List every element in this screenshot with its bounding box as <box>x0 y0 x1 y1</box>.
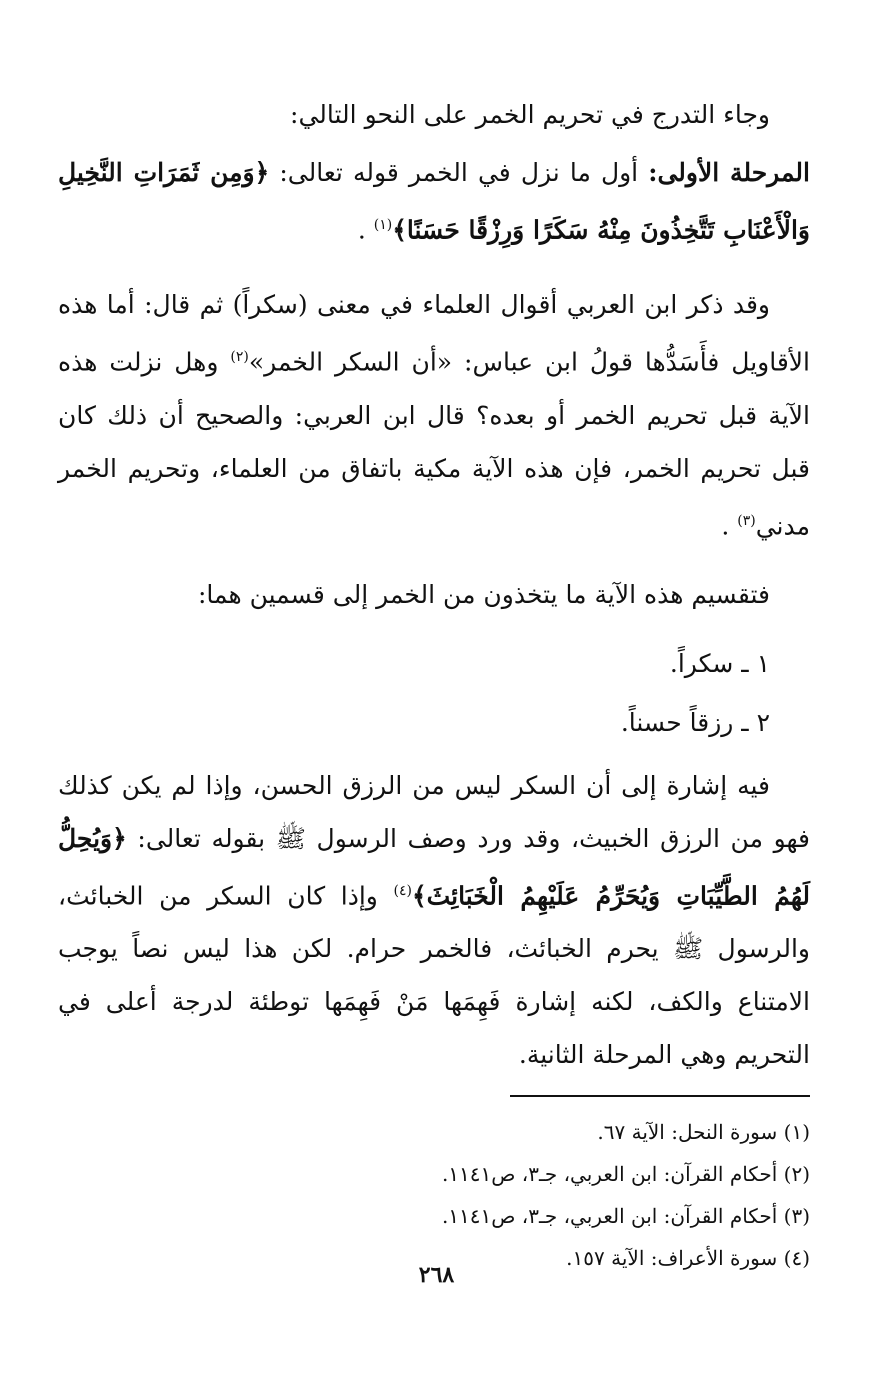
footnote-item: (٤) سورة الأعراف: الآية ١٥٧. <box>566 1246 810 1271</box>
hint-paragraph <box>58 759 810 1081</box>
footnote-ref-1: (١) <box>373 217 393 233</box>
footnote-ref-4: (٤) <box>393 882 412 899</box>
footnote-ref-2: (٢) <box>230 349 249 366</box>
ibn-arabi-text-2: وهل نزلت هذه الآية قبل تحريم الخمر أو بعده؟ قال ابن العربي: والصحيح أن ذلك كان قبل تحريم الخمر، فإن هذه الآية مكية باتفاق من العلماء، وتحريم الخمر مدني <box>58 347 810 540</box>
footnote-ref-3: (٣) <box>737 512 756 529</box>
page-body <box>58 88 810 1378</box>
footnote-item: (٣) أحكام القرآن: ابن العربي، جـ٣، ص١١٤١. <box>441 1204 810 1229</box>
footnote-item: (٢) أحكام القرآن: ابن العربي، جـ٣، ص١١٤١. <box>441 1162 810 1187</box>
footnote-item: (١) سورة النحل: الآية ٦٧. <box>597 1120 810 1145</box>
division-paragraph: فتقسيم هذه الآية ما يتخذون من الخمر إلى قسمين هما: <box>197 579 770 609</box>
ibn-arabi-text-1: وقد ذكر ابن العربي أقوال العلماء في معنى (سكراً) ثم قال: أما هذه الأقاويل فأَسَدُّها قولُ ابن عباس: «أن السكر الخمر» <box>58 290 811 377</box>
stage-one-text: أول ما نزل في الخمر قوله تعالى: <box>279 158 639 187</box>
quran-verse-nahl: ﴿وَمِن ثَمَرَاتِ النَّخِيلِ وَالْأَعْنَابِ تَتَّخِذُونَ مِنْهُ سَكَرًا وَرِزْقًا حَسَنًا﴾ <box>58 158 810 245</box>
ibn-arabi-end: . <box>721 510 730 540</box>
list-item: ١ ـ سكراً. <box>669 648 770 678</box>
stage-one-label: المرحلة الأولى: <box>648 158 810 187</box>
list-item: ٢ ـ رزقاً حسناً. <box>620 707 770 737</box>
intro-paragraph: وجاء التدرج في تحريم الخمر على النحو التالي: <box>290 100 770 129</box>
hint-text-1: فيه إشارة إلى أن السكر ليس من الرزق الحسن، وإذا لم يكن كذلك فهو من الرزق الخبيث، وقد ورد وصف الرسول ﷺ بقوله تعالى: <box>58 770 810 853</box>
ibn-arabi-paragraph <box>58 278 810 552</box>
hint-text-2: وإذا كان السكر من الخبائث، والرسول ﷺ يحرم الخبائث، فالخمر حرام. لكن هذا ليس نصاً يوجب الامتناع والكف، لكنه إشارة فَهِمَها مَنْ فَهِمَها توطئة لدرجة أعلى في التحريم وهي المرحلة الثانية. <box>58 881 810 1070</box>
footnote-divider <box>510 1095 810 1097</box>
stage-one-paragraph <box>58 146 810 256</box>
page-number: ٢٦٨ <box>418 1262 455 1288</box>
quran-verse-araf: ﴿وَيُحِلُّ لَهُمُ الطَّيِّبَاتِ وَيُحَرِّمُ عَلَيْهِمُ الْخَبَائِثَ﴾ <box>58 823 810 911</box>
stage-one-end: . <box>357 215 366 245</box>
